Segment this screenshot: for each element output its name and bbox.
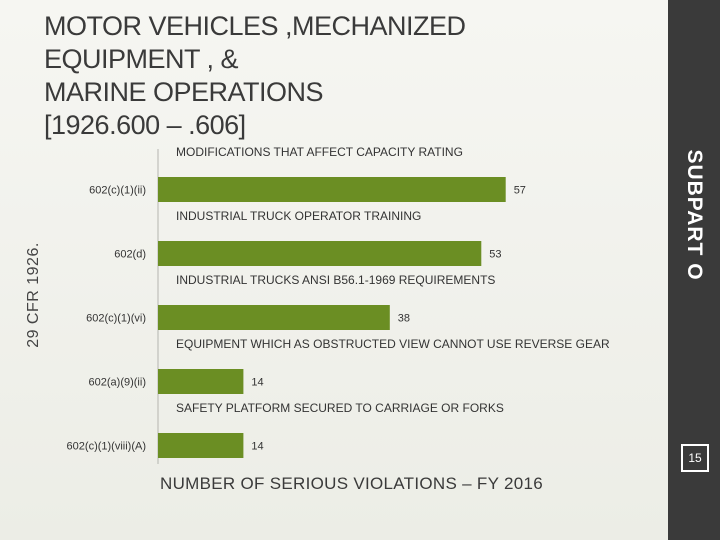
data-label: 53 xyxy=(489,248,502,261)
title-line-1: MOTOR VEHICLES ,MECHANIZED EQUIPMENT , & xyxy=(44,11,466,74)
category-label: 602(c)(1)(vi) xyxy=(86,312,146,325)
data-label: 57 xyxy=(513,184,526,197)
data-label: 14 xyxy=(251,440,264,453)
cfr-label: 29 CFR 1926. xyxy=(25,242,42,348)
data-label: 38 xyxy=(397,312,411,325)
bar xyxy=(158,369,243,394)
title-line-3: [1926.600 – .606] xyxy=(44,110,246,140)
bar-description: SAFETY PLATFORM SECURED TO CARRIAGE OR FORKS xyxy=(176,401,504,415)
bar-description: INDUSTRIAL TRUCKS ANSI B56.1-1969 REQUIREMENTS xyxy=(176,273,496,287)
category-label: 602(d) xyxy=(114,248,146,261)
category-label: 602(a)(9)(ii) xyxy=(88,376,146,389)
bar xyxy=(158,305,390,330)
bar xyxy=(158,433,243,458)
page-number: 15 xyxy=(681,444,709,472)
subpart-label: SUBPART O xyxy=(683,149,706,281)
category-label: 602(c)(1)(viii)(A) xyxy=(66,440,146,453)
bar xyxy=(158,177,506,202)
bar xyxy=(158,241,481,266)
data-label: 14 xyxy=(251,376,264,389)
bar-description: INDUSTRIAL TRUCK OPERATOR TRAINING xyxy=(176,209,422,223)
chart-xlabel: NUMBER OF SERIOUS VIOLATIONS – FY 2016 xyxy=(160,474,543,493)
category-label: 602(c)(1)(ii) xyxy=(89,184,146,197)
bar-description: EQUIPMENT WHICH AS OBSTRUCTED VIEW CANNOT USE REVERSE GEAR xyxy=(176,337,610,351)
title-line-2: MARINE OPERATIONS xyxy=(44,77,324,107)
bar-description: MODIFICATIONS THAT AFFECT CAPACITY RATING xyxy=(176,145,463,159)
